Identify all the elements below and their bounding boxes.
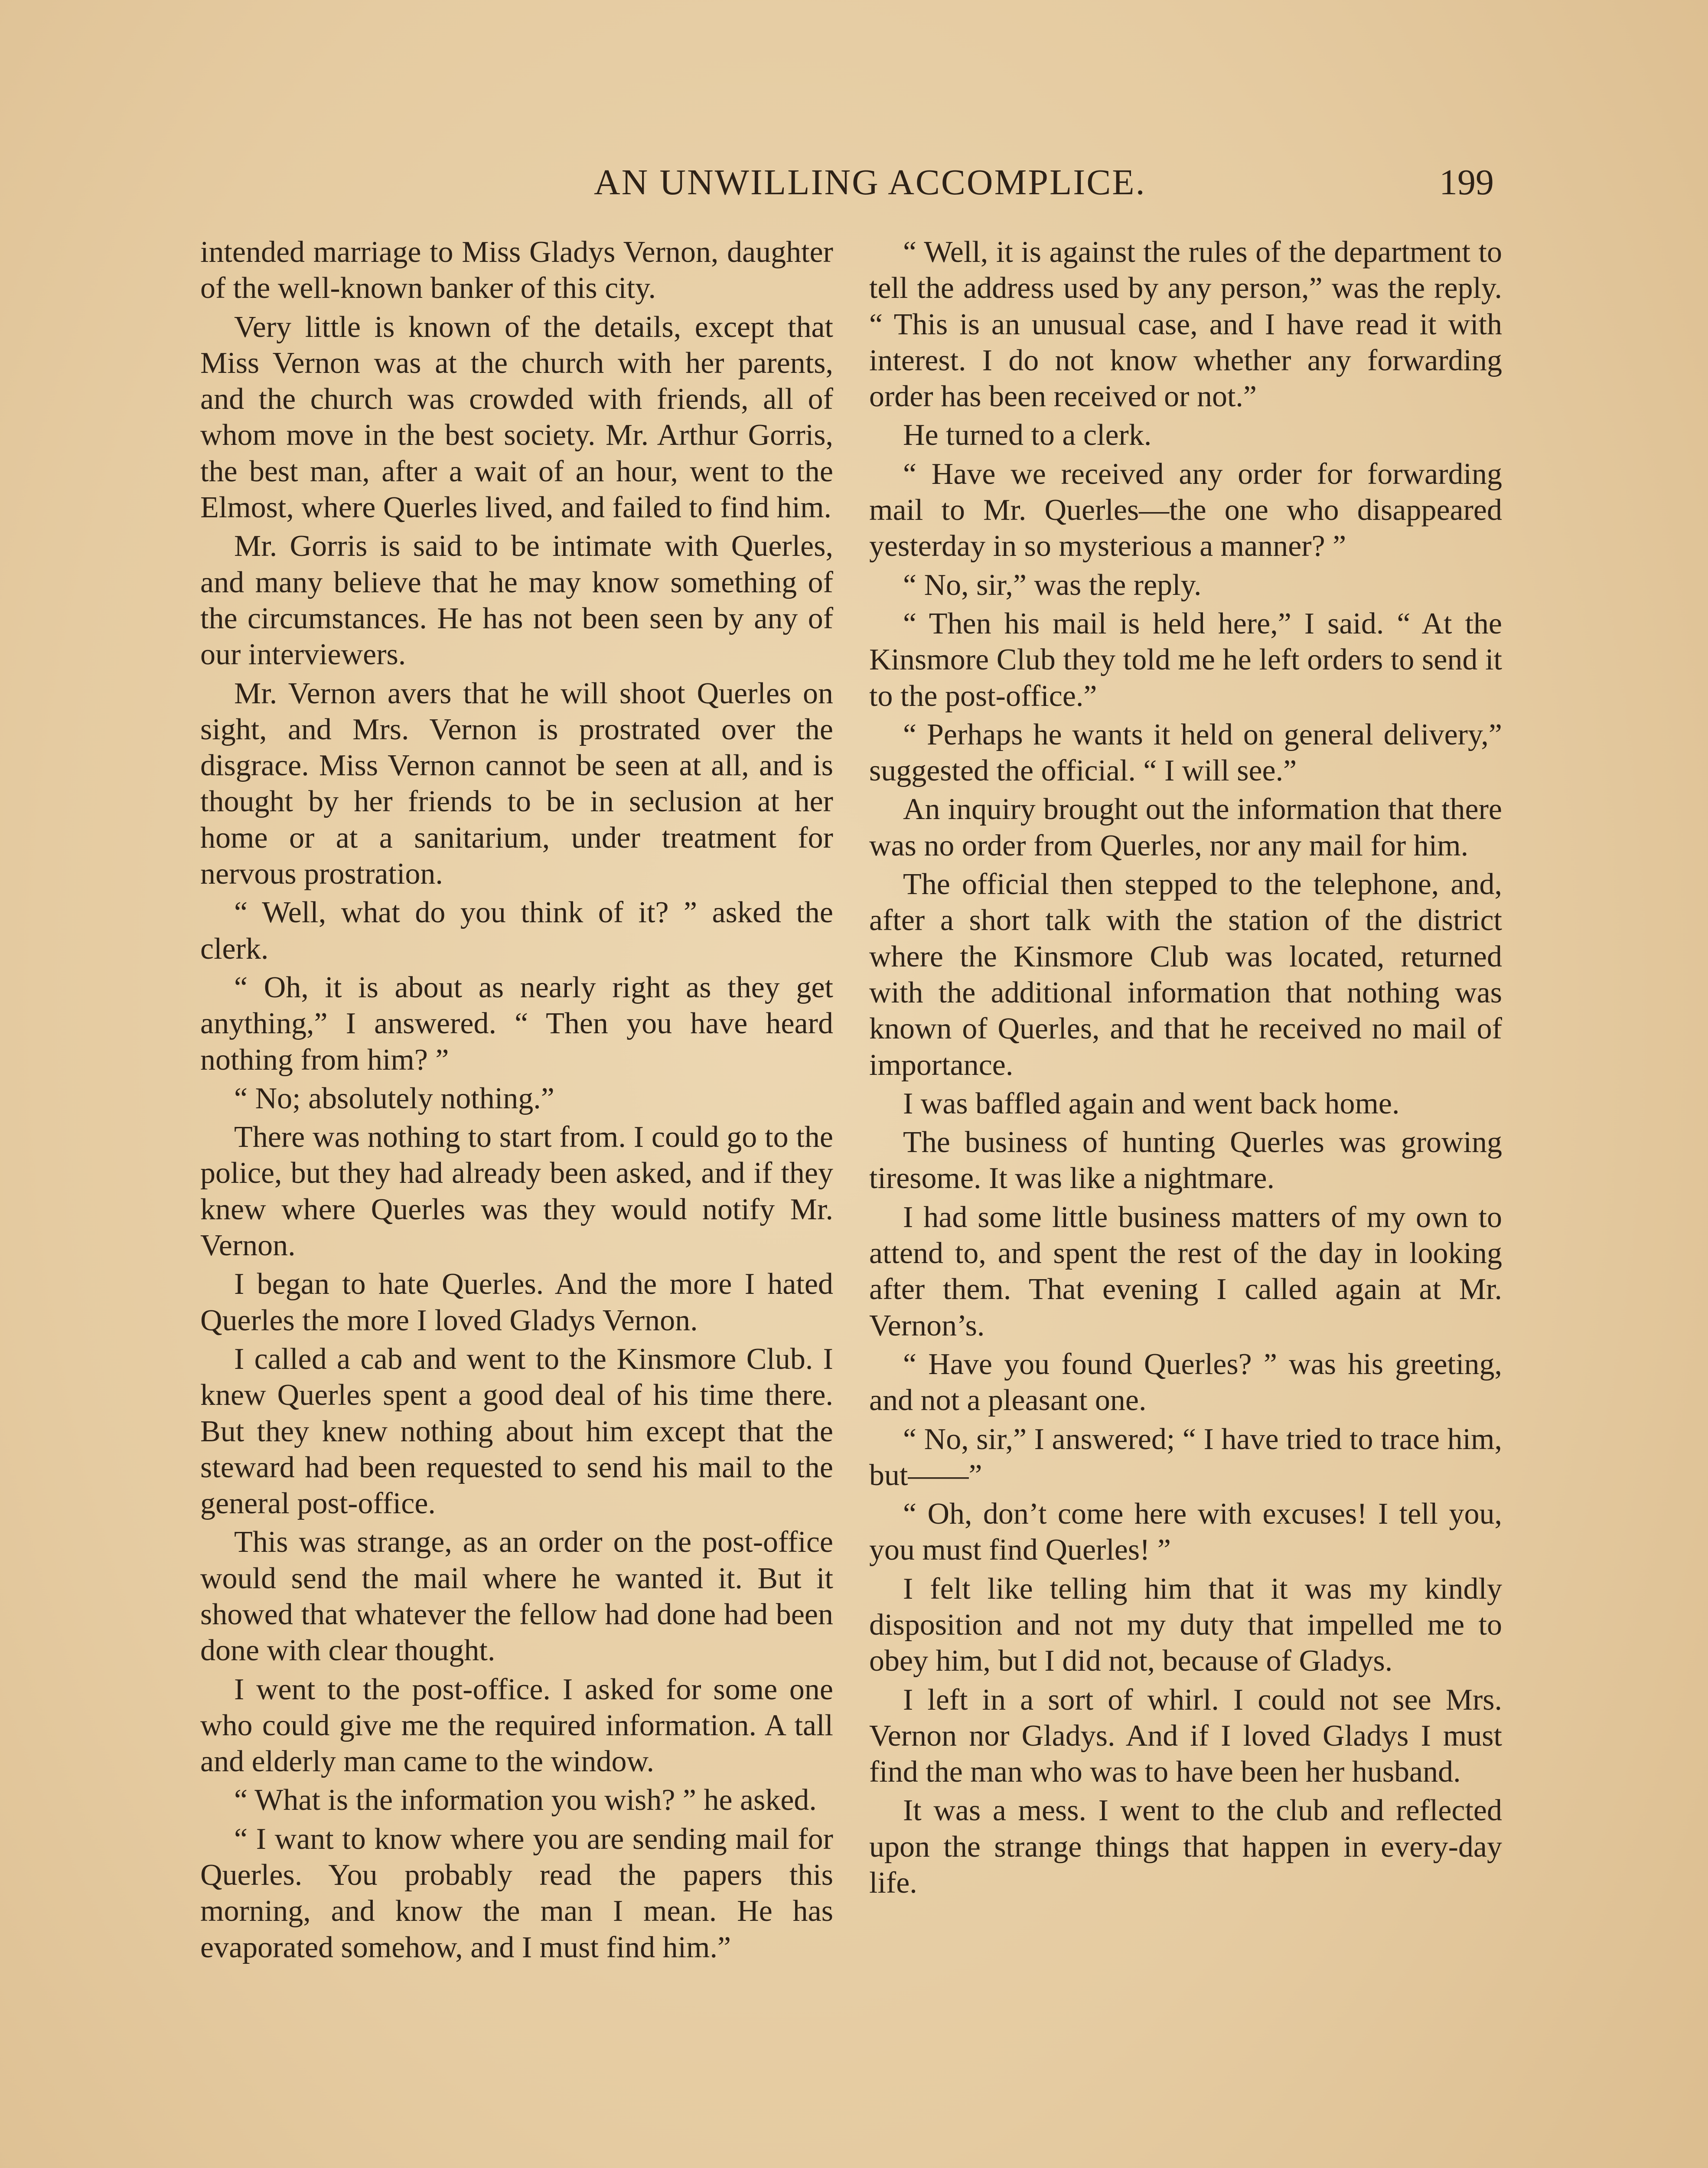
paragraph: “ Have we received any order for forwarding mail to Mr. Querles—the one who disappeared yesterday in so mysterious a manner? ”: [869, 457, 1502, 563]
paragraph: “ Well, what do you think of it? ” asked the clerk.: [200, 896, 833, 966]
paragraph: I felt like telling him that it was my kindly disposition and not my duty that impelled me to obey him, but I did not, because of Gladys.: [869, 1572, 1502, 1678]
paragraph: I went to the post-office. I asked for some one who could give me the required information. A tall and elderly man came to the window.: [200, 1672, 833, 1779]
paragraph: “ No, sir,” was the reply.: [903, 568, 1202, 602]
paragraph: The official then stepped to the telephone, and, after a short talk with the station of the district where the Kinsmore Club was located, returned with the additional information that nothing was known of Querles, and that he received no mail of importance.: [869, 868, 1502, 1082]
paragraph: “ Perhaps he wants it held on general delivery,” suggested the official. “ I will see.”: [869, 718, 1502, 788]
paragraph: He turned to a clerk.: [903, 418, 1152, 452]
paragraph: “ I want to know where you are sending mail for Querles. You probably read the papers this morning, and know the man I mean. He has evaporated somehow, and I must find him.”: [200, 1822, 833, 1964]
paragraph: This was strange, as an order on the post-office would send the mail where he wanted it. But it showed that whatever the fellow had done had been done with clear thought.: [200, 1525, 833, 1668]
paragraph: intended marriage to Miss Gladys Vernon, daughter of the well-known banker of this city.: [200, 235, 833, 305]
paragraph: “ Oh, it is about as nearly right as they get anything,” I answered. “ Then you have heard nothing from him? ”: [200, 970, 833, 1077]
paragraph: “ Oh, don’t come here with excuses! I tell you, you must find Querles! ”: [869, 1497, 1502, 1567]
paragraph: I began to hate Querles. And the more I hated Querles the more I loved Gladys Vernon.: [200, 1267, 833, 1337]
paragraph: Very little is known of the details, except that Miss Vernon was at the church with her parents, and the church was crowded with friends, all of whom move in the best society. Mr. Arthur Gorris, the best man, after a wait of an hour, went to the Elmost, where Querles lived, and failed to find him.: [200, 310, 833, 525]
paragraph: An inquiry brought out the information that there was no order from Querles, nor any mail for him.: [869, 793, 1502, 862]
paragraph: I left in a sort of whirl. I could not see Mrs. Vernon nor Gladys. And if I loved Gladys I must find the man who was to have been her husband.: [869, 1683, 1502, 1789]
paragraph: “ What is the information you wish? ” he asked.: [234, 1783, 817, 1817]
paragraph: There was nothing to start from. I could go to the police, but they had already been asked, and if they knew where Querles was they would notify Mr. Vernon.: [200, 1120, 833, 1263]
paragraph: I was baffled again and went back home.: [903, 1087, 1400, 1120]
paragraph: “ Well, it is against the rules of the department to tell the address used by any person,” was the reply. “ This is an unusual case, and I have read it with interest. I do not know whether any forwarding order has been received or not.”: [869, 235, 1502, 414]
paragraph: The business of hunting Querles was growing tiresome. It was like a nightmare.: [869, 1126, 1502, 1195]
paragraph: “ No; absolutely nothing.”: [234, 1081, 554, 1115]
page-number: 199: [1439, 162, 1494, 202]
running-title: AN UNWILLING ACCOMPLICE.: [594, 162, 1146, 202]
paragraph: I called a cab and went to the Kinsmore Club. I knew Querles spent a good deal of his time there. But they knew nothing about him except that the steward had been requested to send his mail to the general post-office.: [200, 1342, 833, 1521]
paragraph: It was a mess. I went to the club and reflected upon the strange things that happen in every-day life.: [869, 1794, 1502, 1900]
right-column: [869, 234, 1502, 1904]
paragraph: “ Then his mail is held here,” I said. “ At the Kinsmore Club they told me he left orders to send it to the post-office.”: [869, 607, 1502, 713]
paragraph: “ Have you found Querles? ” was his greeting, and not a pleasant one.: [869, 1347, 1502, 1417]
paragraph: Mr. Gorris is said to be intimate with Querles, and many believe that he may know something of the circumstances. He has not been seen by any of our interviewers.: [200, 529, 833, 672]
page-header: [0, 161, 1708, 213]
paragraph: “ No, sir,” I answered; “ I have tried to trace him, but——”: [869, 1422, 1502, 1492]
left-column: [200, 234, 833, 1968]
paragraph: I had some little business matters of my own to attend to, and spent the rest of the day in looking after them. That evening I called again at Mr. Vernon’s.: [869, 1200, 1502, 1342]
paragraph: Mr. Vernon avers that he will shoot Querles on sight, and Mrs. Vernon is prostrated over the disgrace. Miss Vernon cannot be seen at all, and is thought by her friends to be in seclusion at her home or at a sanitarium, under treatment for nervous prostration.: [200, 676, 833, 891]
